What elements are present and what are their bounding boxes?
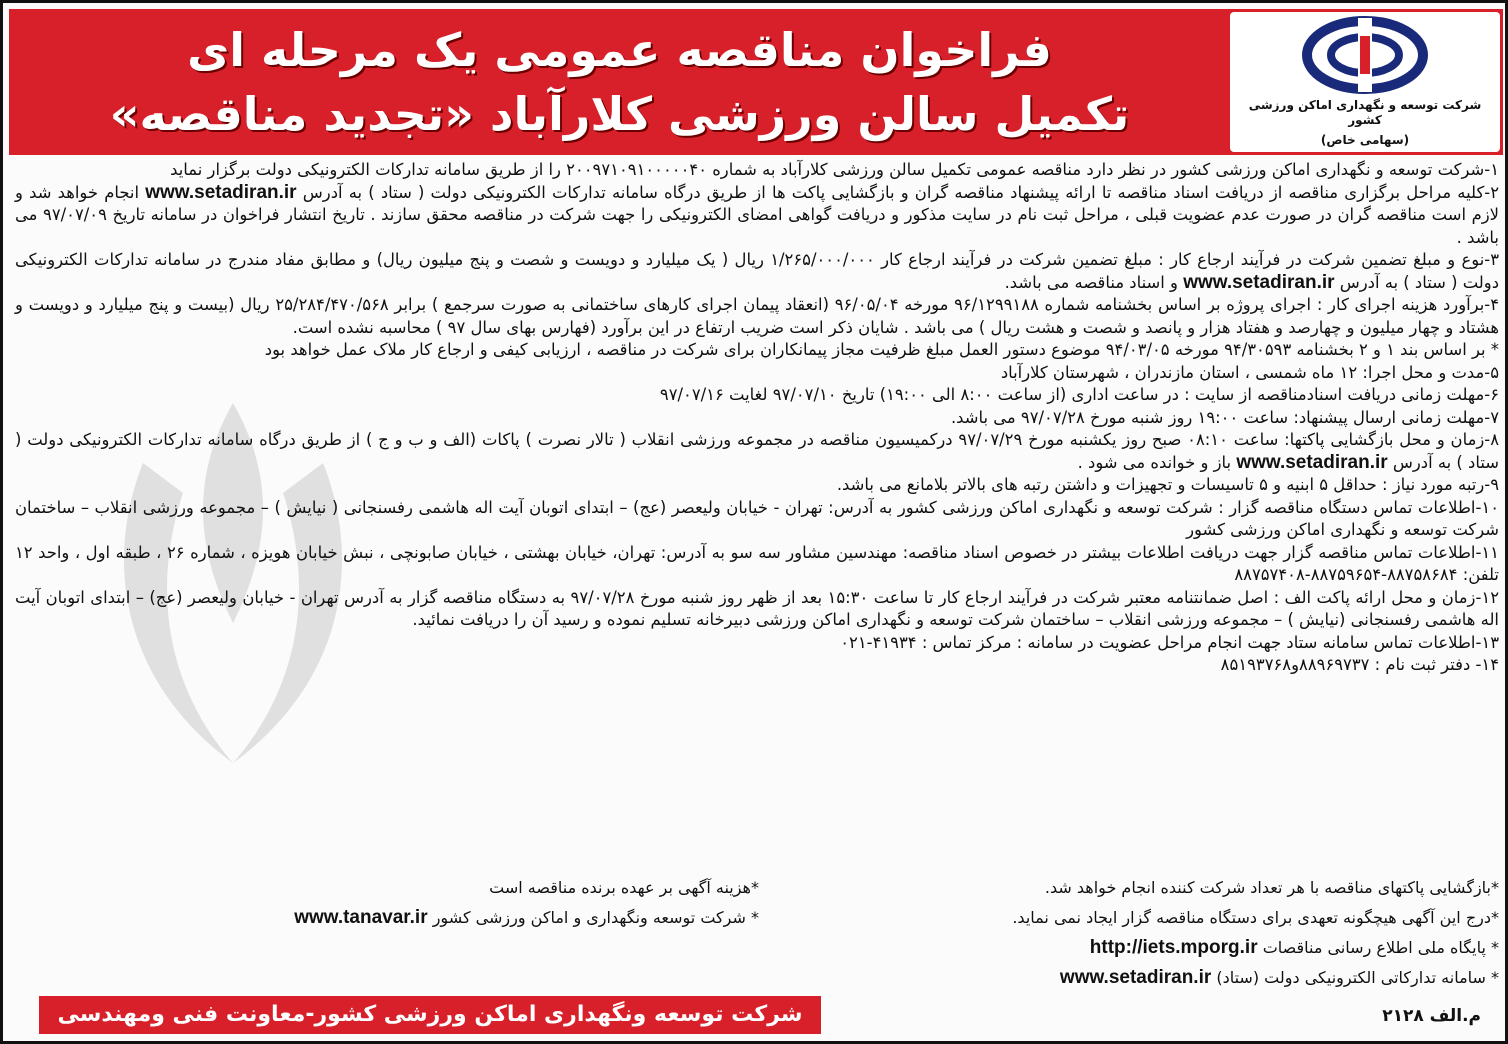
notice-item-link[interactable]: www.setadiran.ir — [1183, 271, 1335, 293]
notice-item — [15, 587, 1499, 632]
notice-item — [15, 249, 1499, 294]
notice-item — [15, 159, 1499, 182]
note-item-text: *درج این آگهی هیچگونه تعهدی برای دستگاه مناقصه گزار ایجاد نمی نماید. — [1012, 908, 1499, 927]
title-box — [9, 9, 1230, 155]
notes-section — [15, 873, 1499, 993]
notice-item — [15, 182, 1499, 250]
notice-item-link[interactable]: www.setadiran.ir — [145, 181, 297, 203]
page-subtitle: تکمیل سالن ورزشی کلارآباد «تجدید مناقصه» — [109, 87, 1130, 141]
note-item-text: *هزینه آگهی بر عهده برنده مناقصه است — [489, 878, 759, 897]
notice-item — [15, 339, 1499, 362]
notice-item-text-cont: باز و خوانده می شود . — [1077, 452, 1232, 472]
header-banner — [9, 9, 1503, 155]
note-item — [779, 963, 1499, 993]
notice-item-text: ۱۲-زمان و محل ارائه پاکت الف : اصل ضمانتنامه معتبر شرکت در فرآیند ارجاع کار تا ساعت ۱۵:۳۰ بعد از ظهر روز شنبه مورخ ۹۷/۰۷/۲۸ به دستگاه مناقصه گزار به آدرس تهران - خیابان ولیعصر (عج) – ابتدای اتوبان آیت اله هاشمی رفسنجانی (نیایش ) – مجموعه ورزشی انقلاب – ساختمان شرکت توسعه و نگهداری اماکن ورزشی دبیرخانه تسلیم نموده و رسید آن را دریافت نمائید. — [15, 587, 1499, 629]
notice-item-text: ۷-مهلت زمانی ارسال پیشنهاد: ساعت ۱۹:۰۰ روز شنبه مورخ ۹۷/۰۷/۲۸ می باشد. — [950, 407, 1499, 427]
notice-item-text: ۵-مدت و محل اجرا: ۱۲ ماه شمسی ، استان مازندران ، شهرستان کلارآباد — [1000, 362, 1499, 382]
notice-item-text: * بر اساس بند ۱ و ۲ بخشنامه ۹۴/۳۰۵۹۳ مورخه ۹۴/۰۳/۰۵ موضوع دستور العمل مبلغ ظرفیت مجاز پیمانکاران برای شرکت در مناقصه ، ارزیابی کیفی و ارجاع کار ملاک عمل خواهد بود — [264, 340, 1499, 359]
note-item-link[interactable]: www.setadiran.ir — [1059, 967, 1212, 988]
notice-item — [15, 497, 1499, 542]
note-item — [779, 933, 1499, 963]
notice-item-text-cont: انجام خواهد شد و لازم است مناقصه گران در صورت عدم عضویت قبلی ، مراحل ثبت نام در سایت مذکور و دریافت گواهی امضای الکترونیکی را جهت شرکت در مناقصه محقق سازند . تاریخ انتشار فراخوان در سامانه تاریخ ۹۷/۰۷/۰۹ می باشد . — [15, 182, 1500, 247]
note-item-text: * شرکت توسعه ونگهداری و اماکن ورزشی کشور — [432, 908, 759, 927]
notice-item-link[interactable]: www.setadiran.ir — [1236, 451, 1388, 473]
notice-item-text: ۱۳-اطلاعات تماس سامانه ستاد جهت انجام مراحل عضویت در سامانه : مرکز تماس : ۴۱۹۳۴-۰۲۱ — [840, 632, 1499, 652]
notice-body — [15, 159, 1499, 677]
notes-right-column — [779, 873, 1499, 993]
notice-item-text: ۳-نوع و مبلغ تضمین شرکت در فرآیند ارجاع کار : مبلغ تضمین شرکت در فرآیند ارجاع کار ۱/۲۶۵/۰۰۰/۰۰۰ ریال ( یک میلیارد و دویست و شصت و پنج میلیون ریال) و مطابق مفاد مندرج در سامانه تدارکات الکترونیکی دولت ( ستاد ) به آدرس — [15, 250, 1500, 292]
notice-item-text: ۱۴- دفتر ثبت نام : ۸۸۹۶۹۷۳۷و۸۵۱۹۳۷۶۸ — [1220, 655, 1499, 674]
page-title: فراخوان مناقصه عمومی یک مرحله ای — [187, 23, 1052, 77]
notice-item-text: ۱۰-اطلاعات تماس دستگاه مناقصه گزار : شرکت توسعه و نگهداری اماکن ورزشی کشور به آدرس: تهران - خیابان ولیعصر (عج) – ابتدای اتوبان آیت اله هاشمی رفسنجانی ( نیایش ) – مجموعه ورزشی انقلاب – ساختمان شرکت توسعه و نگهداری اماکن ورزشی کشور — [15, 497, 1499, 539]
notice-item-text: ۶-مهلت زمانی دریافت اسنادمناقصه از سایت : در ساعت اداری (از ساعت ۸:۰۰ الی ۱۹:۰۰) تاریخ ۹۷/۰۷/۱۰ لغایت ۹۷/۰۷/۱۶ — [659, 385, 1499, 404]
note-item — [779, 903, 1499, 933]
note-item — [39, 903, 759, 933]
footer-banner: شرکت توسعه ونگهداری اماکن ورزشی کشور-معاونت فنی ومهندسی — [39, 996, 821, 1034]
notice-item — [15, 407, 1499, 430]
note-item — [39, 873, 759, 903]
notice-item-text: ۱-شرکت توسعه و نگهداری اماکن ورزشی کشور در نظر دارد مناقصه عمومی تکمیل سالن ورزشی کلارآباد به شماره ۲۰۰۹۷۱۰۹۱۰۰۰۰۰۴۰ را از طریق سامانه تدارکات الکترونیکی دولت برگزار نماید — [170, 160, 1499, 179]
notice-item — [15, 384, 1499, 407]
notice-item-text-cont: و اسناد مناقصه می باشد. — [1004, 272, 1178, 292]
note-item-text: * پایگاه ملی اطلاع رسانی مناقصات — [1262, 938, 1499, 957]
notice-item — [15, 429, 1499, 474]
notice-item-text: ۴-برآورد هزینه اجرای کار : اجرای پروژه بر اساس بخشنامه شماره ۹۶/۱۲۹۹۱۸۸ مورخه ۹۶/۰۵/۰۴ (انعقاد پیمان اجرای کارهای ساختمانی به صورت سرجمع ) برابر ۲۵/۲۸۴/۴۷۰/۵۶۸ ریال (بیست و پنج میلیارد و دویست و هشتاد و چهار میلیون و چهارصد و هفتاد هزار و پانصد و شصت و هشت ریال ) می باشد . شایان ذکر است ضریب ارتفاع در این برآورد (فهارس بهای سال ۹۷ ) محاسبه نشده است. — [15, 295, 1500, 337]
note-item-link[interactable]: www.tanavar.ir — [294, 907, 428, 928]
notice-item — [15, 654, 1499, 677]
notice-item — [15, 362, 1499, 385]
notice-item — [15, 474, 1499, 497]
company-logo-text: شرکت توسعه و نگهداری اماکن ورزشی کشور — [1248, 97, 1482, 128]
company-logo-box — [1230, 12, 1500, 152]
notice-item — [15, 632, 1499, 655]
note-item-text: *بازگشایی پاکتهای مناقصه با هر تعداد شرکت کننده انجام خواهد شد. — [1044, 878, 1499, 897]
notice-item-text: ۹-رتبه مورد نیاز : حداقل ۵ ابنیه و ۵ تاسیسات و تجهیزات و داشتن رتبه های بالاتر بلامانع می باشد. — [836, 475, 1499, 494]
company-logo-icon — [1300, 16, 1430, 94]
company-logo-subtext: (سهامی خاص) — [1320, 132, 1410, 147]
notice-item-text: ۱۱-اطلاعات تماس مناقصه گزار جهت دریافت اطلاعات بیشتر در خصوص اسناد مناقصه: مهندسین مشاور سه سو به آدرس: تهران، خیابان بهشتی ، خیابان صابونچی ، نبش خیابان هویزه ، شماره ۲۶ ، طبقه اول ، واحد ۱۲ تلفن: ۸۸۷۵۸۶۸۴-۸۸۷۵۹۶۵۴-۸۸۷۵۷۴۰۸ — [15, 542, 1499, 584]
notice-item-text: ۸-زمان و محل بازگشایی پاکتها: ساعت ۰۸:۱۰ صبح روز یکشنبه مورخ ۹۷/۰۷/۲۹ درکمیسیون مناقصه در مجموعه ورزشی انقلاب ( تالار نصرت ) پاکات (الف و ب و ج ) از طریق درگاه سامانه تدارکات الکترونیکی دولت ( ستاد ) به آدرس — [15, 430, 1499, 472]
note-item — [779, 873, 1499, 903]
notice-item — [15, 542, 1499, 587]
notice-item — [15, 294, 1499, 339]
notes-left-column — [39, 873, 759, 933]
note-item-text: * سامانه تدارکاتی الکترونیکی دولت (ستاد) — [1216, 968, 1499, 987]
note-item-link[interactable]: http://iets.mporg.ir — [1089, 937, 1258, 958]
ad-code: م.الف ۲۱۲۸ — [1382, 1006, 1481, 1026]
notice-item-text: ۲-کلیه مراحل برگزاری مناقصه از دریافت اسناد مناقصه تا ارائه پیشنهاد مناقصه گران و بازگشایی پاکت ها از طریق درگاه سامانه تدارکات الکترونیکی دولت ( ستاد ) به آدرس — [302, 182, 1499, 202]
